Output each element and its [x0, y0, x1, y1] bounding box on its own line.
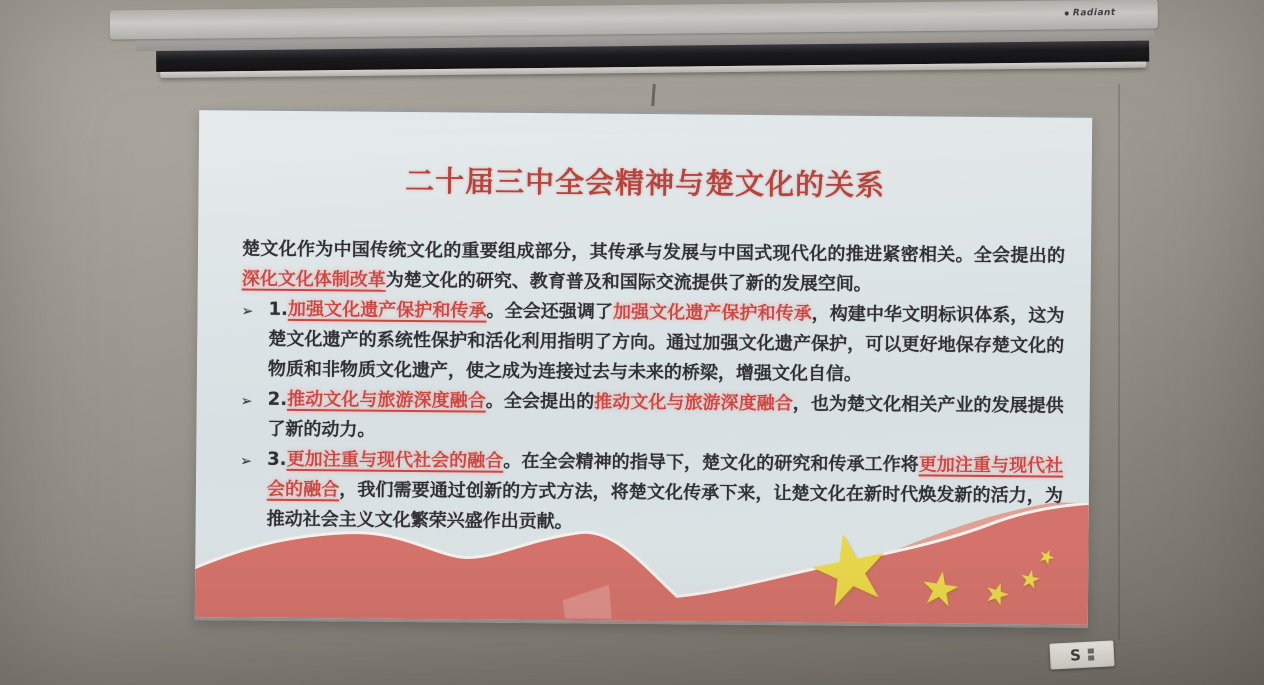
arrow-bullet-icon: ➢: [240, 393, 253, 410]
text-segment: 。在全会精神的指导下，楚文化的研究和传承工作将: [503, 450, 919, 476]
sticker-tiny-text: [1088, 648, 1095, 660]
brand-logo: Radiant: [1065, 8, 1116, 19]
highlighted-phrase: 推动文化与旅游深度融合: [594, 391, 793, 415]
highlighted-phrase: 推动文化与旅游深度融合: [286, 388, 486, 412]
text-segment: 。全会还强调了: [486, 300, 614, 323]
wall-seam-line: [1118, 84, 1120, 640]
bullet-item: [240, 384, 1063, 451]
bullet-item: [241, 294, 1065, 391]
text-segment: 1.: [268, 298, 288, 320]
projected-slide: [195, 108, 1092, 628]
text-segment: 。全会提出的: [485, 390, 595, 413]
text-segment: 楚文化作为中国传统文化的重要组成部分，其传承与发展与中国式现代化的推进紧密相关。全会提出的: [241, 238, 1066, 267]
bullet-list: [240, 294, 1065, 541]
arrow-bullet-icon: ➢: [241, 303, 254, 320]
text-segment: 3.: [267, 448, 287, 470]
text-segment: ，也为楚文化相关产业的发展提供了新的动力。: [267, 393, 1064, 441]
wall-sticker: [1049, 640, 1114, 669]
star-icon: [1017, 566, 1043, 594]
text-segment: ，我们需要通过创新的方式方法，将楚文化传承下来，让楚文化在新时代焕发新的活力，为推动社会主义文化繁荣兴盛作出贡献。: [266, 479, 1063, 533]
bullet-text: [267, 385, 1063, 452]
text-segment: 为楚文化的研究、教育普及和国际交流提供了新的发展空间。: [385, 269, 872, 295]
projector-screen-housing: [110, 0, 1159, 82]
intro-paragraph: [242, 234, 1065, 301]
highlighted-phrase: 更加注重与现代社会的融合: [286, 448, 504, 472]
highlighted-phrase: 更加注重与现代社会的融合: [266, 454, 1064, 501]
bullet-text: [268, 295, 1065, 392]
screen-pull-string: [651, 84, 656, 106]
bullet-item: [240, 444, 1064, 541]
star-icon: [916, 563, 964, 615]
bullet-text: [267, 445, 1064, 542]
highlighted-phrase: 加强文化遗产保护和传承: [612, 301, 812, 325]
highlighted-phrase: 加强文化遗产保护和传承: [287, 298, 487, 322]
slide-body: [240, 234, 1066, 541]
highlighted-phrase: 深化文化体制改革: [241, 268, 386, 291]
text-segment: ，构建中华文明标识体系，这为楚文化遗产的系统性保护和活化利用指明了方向。通过加强文化遗产保护，可以更好地保存楚文化的物质和非物质文化遗产，使之成为连接过去与未来的桥梁，增强文化自信。: [267, 303, 1065, 385]
text-segment: 2.: [267, 388, 288, 410]
slide-title: 二十届三中全会精神与楚文化的关系: [404, 163, 886, 203]
arrow-bullet-icon: ➢: [240, 453, 252, 470]
sticker-s-logo: S: [1069, 646, 1082, 665]
